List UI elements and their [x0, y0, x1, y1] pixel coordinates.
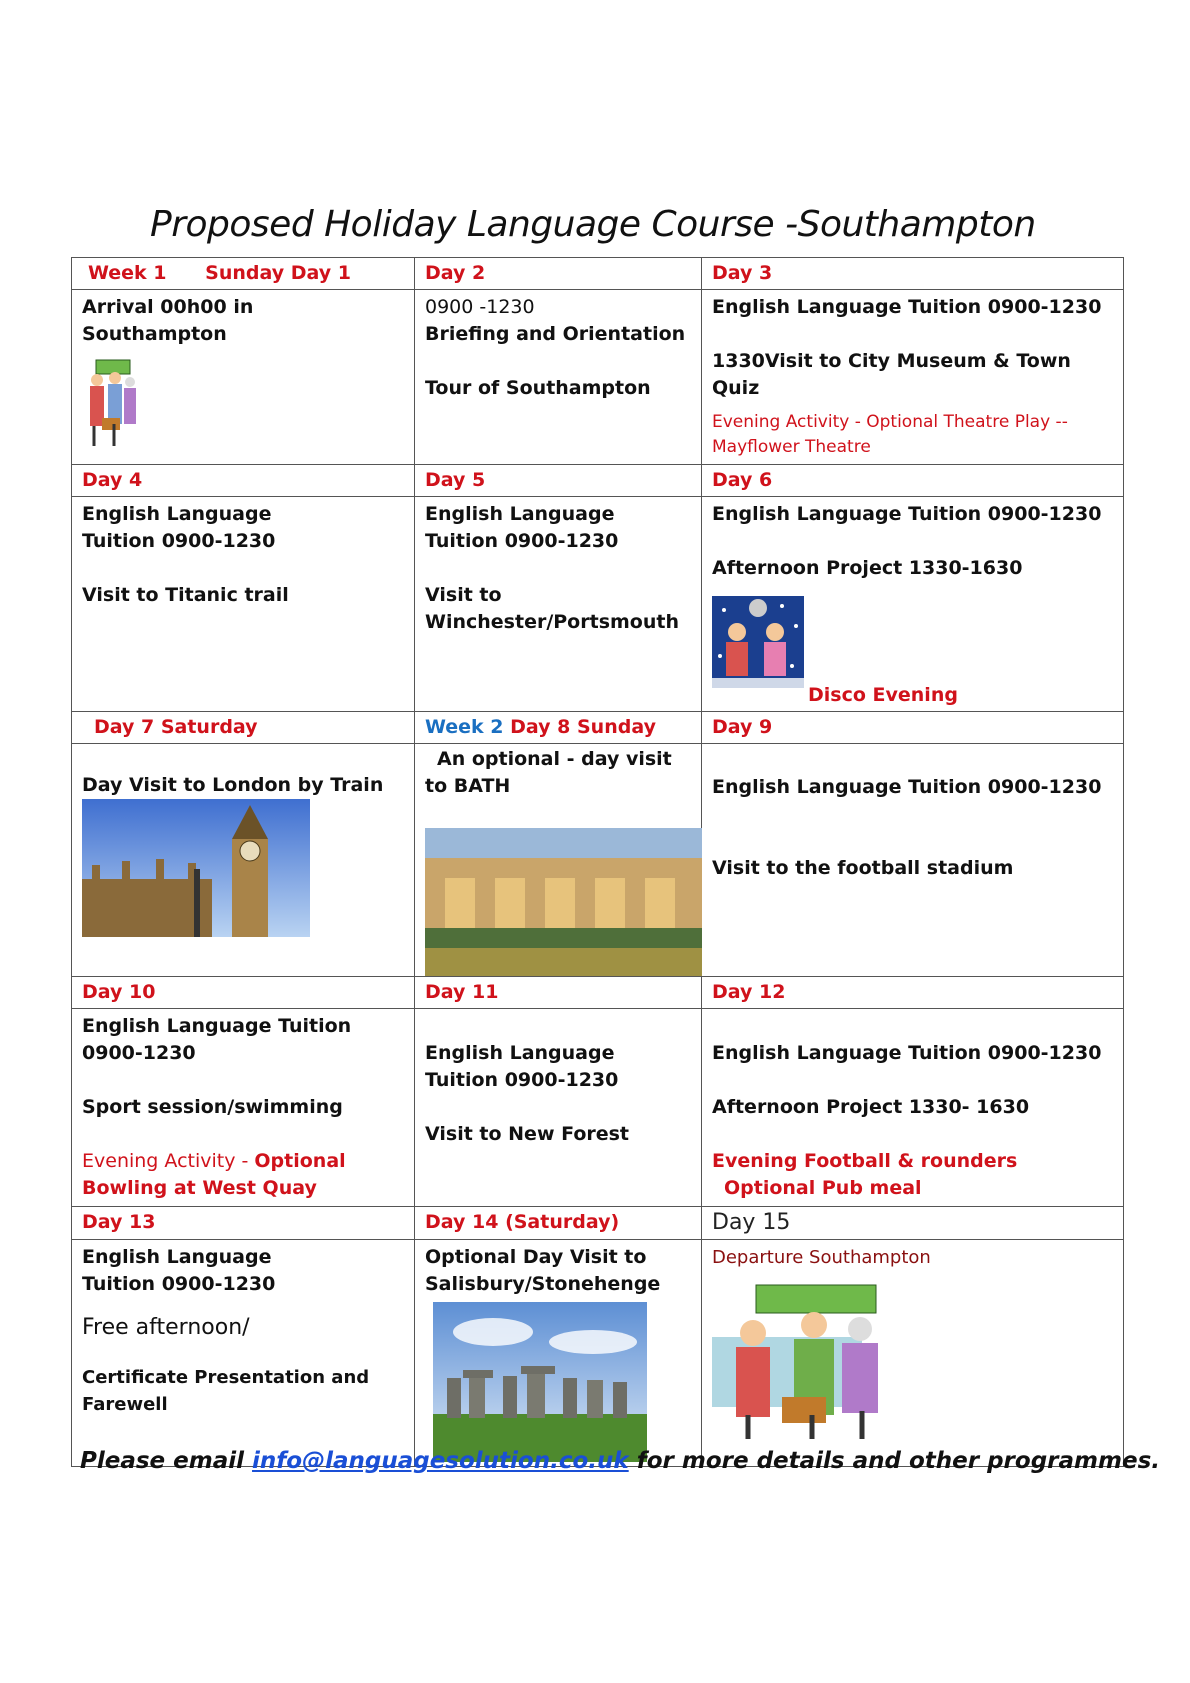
travellers-icon — [82, 358, 142, 450]
cell-line: English Language Tuition 0900-1230 — [712, 776, 1102, 798]
header-cell — [702, 1207, 1124, 1240]
cell-line: Departure Southampton — [712, 1247, 931, 1268]
cell-line: Afternoon Project 1330- 1630 — [712, 1096, 1030, 1118]
cell-line: Certificate Presentation and Farewell — [82, 1367, 370, 1415]
header-cell — [702, 258, 1124, 290]
content-row — [72, 290, 1124, 465]
cell-line: Free afternoon/ — [82, 1315, 250, 1340]
day-label: Day 8 Sunday — [510, 716, 656, 738]
header-cell — [415, 258, 702, 290]
day-label: Day 6 — [712, 469, 773, 491]
content-cell — [702, 1240, 1124, 1467]
header-cell — [702, 977, 1124, 1009]
header-cell — [415, 712, 702, 744]
day-label: Sunday Day 1 — [205, 262, 351, 284]
content-cell — [415, 744, 702, 977]
content-cell — [702, 290, 1124, 465]
content-cell — [72, 744, 415, 977]
cell-line: English Language Tuition 0900-1230 — [82, 1246, 276, 1295]
header-cell — [72, 712, 415, 744]
header-row — [72, 977, 1124, 1009]
week-label: Week 2 — [425, 716, 504, 738]
header-cell — [415, 465, 702, 497]
bath-roman-baths-photo — [425, 828, 702, 976]
evening-activity: Evening Football & rounders — [712, 1150, 1018, 1172]
evening-activity: Evening Activity - Optional Theatre Play -- Mayflower Theatre — [712, 412, 1068, 457]
header-row — [72, 258, 1124, 290]
content-cell — [72, 497, 415, 712]
header-row — [72, 712, 1124, 744]
cell-line: Briefing and Orientation — [425, 323, 686, 345]
content-row — [72, 1240, 1124, 1467]
header-cell — [415, 1207, 702, 1240]
content-cell — [72, 290, 415, 465]
cell-line: Day Visit to London by Train — [82, 774, 384, 796]
image-caption: Disco Evening — [808, 684, 958, 706]
cell-line: Visit to New Forest — [425, 1123, 630, 1145]
cell-line: 1330Visit to City Museum & Town Quiz — [712, 350, 1071, 399]
day-label: Day 2 — [425, 262, 486, 284]
evening-activity: Optional Pub meal — [724, 1177, 922, 1199]
cell-line: English Language Tuition 0900-1230 — [425, 503, 619, 552]
day-label: Day 15 — [712, 1210, 791, 1235]
page-title: Proposed Holiday Language Course -Southampton — [150, 204, 1036, 245]
cell-line: An optional - day visit to BATH — [425, 748, 672, 797]
evening-detail: Optional Bowling at West Quay — [82, 1150, 346, 1199]
cell-line: English Language Tuition 0900-1230 — [712, 1042, 1102, 1064]
content-cell — [72, 1240, 415, 1467]
header-cell — [702, 465, 1124, 497]
content-row — [72, 744, 1124, 977]
disco-dancers-icon — [712, 596, 804, 688]
london-big-ben-photo — [82, 799, 310, 937]
cell-line: 0900 -1230 — [425, 296, 535, 318]
content-row — [72, 497, 1124, 712]
day-label: Day 7 Saturday — [94, 716, 258, 738]
footer-text-after: for more details and other programmes. — [628, 1448, 1160, 1474]
cell-line: Arrival 00h00 in Southampton — [82, 296, 254, 345]
day-label: Day 4 — [82, 469, 143, 491]
content-cell — [72, 1009, 415, 1207]
cell-line: Afternoon Project 1330-1630 — [712, 557, 1023, 579]
cell-line: English Language Tuition 0900-1230 — [712, 296, 1102, 318]
content-cell — [415, 290, 702, 465]
day-label: Day 13 — [82, 1211, 156, 1233]
content-cell — [415, 497, 702, 712]
content-cell — [702, 744, 1124, 977]
content-cell — [415, 1240, 702, 1467]
footer-note — [80, 1448, 1160, 1474]
cell-line: English Language Tuition 0900-1230 — [712, 503, 1102, 525]
evening-activity — [82, 1148, 404, 1202]
cell-line: English Language Tuition 0900-1230 — [425, 1042, 619, 1091]
day-label: Day 3 — [712, 262, 773, 284]
day-label: Day 5 — [425, 469, 486, 491]
week-label: Week 1 — [88, 262, 167, 284]
cell-line: Tour of Southampton — [425, 377, 651, 399]
footer-text-before: Please email — [80, 1448, 253, 1474]
cell-line: Optional Day Visit to Salisbury/Stonehenge — [425, 1246, 661, 1295]
day-label: Day 9 — [712, 716, 773, 738]
cell-line: English Language Tuition 0900-1230 — [82, 1015, 352, 1064]
cell-line: English Language Tuition 0900-1230 — [82, 503, 276, 552]
header-cell — [72, 1207, 415, 1240]
content-cell — [415, 1009, 702, 1207]
header-row — [72, 465, 1124, 497]
day-label: Day 14 (Saturday) — [425, 1211, 620, 1233]
day-label: Day 12 — [712, 981, 786, 1003]
cell-line: Visit to Winchester/Portsmouth — [425, 584, 679, 633]
content-cell — [702, 497, 1124, 712]
content-cell — [702, 1009, 1124, 1207]
content-row — [72, 1009, 1124, 1207]
header-row — [72, 1207, 1124, 1240]
cell-line: Visit to Titanic trail — [82, 584, 289, 606]
cell-line: Sport session/swimming — [82, 1096, 343, 1118]
day-label: Day 11 — [425, 981, 499, 1003]
travellers-icon — [712, 1281, 902, 1441]
header-cell — [415, 977, 702, 1009]
header-cell — [72, 465, 415, 497]
stonehenge-photo — [433, 1302, 647, 1462]
cell-line: Visit to the football stadium — [712, 857, 1014, 879]
evening-label: Evening Activity - — [82, 1150, 255, 1172]
email-link[interactable]: info@languagesolution.co.uk — [252, 1448, 629, 1474]
header-cell — [702, 712, 1124, 744]
itinerary-table — [71, 257, 1124, 1467]
day-label: Day 10 — [82, 981, 156, 1003]
header-cell — [72, 977, 415, 1009]
header-cell — [72, 258, 415, 290]
